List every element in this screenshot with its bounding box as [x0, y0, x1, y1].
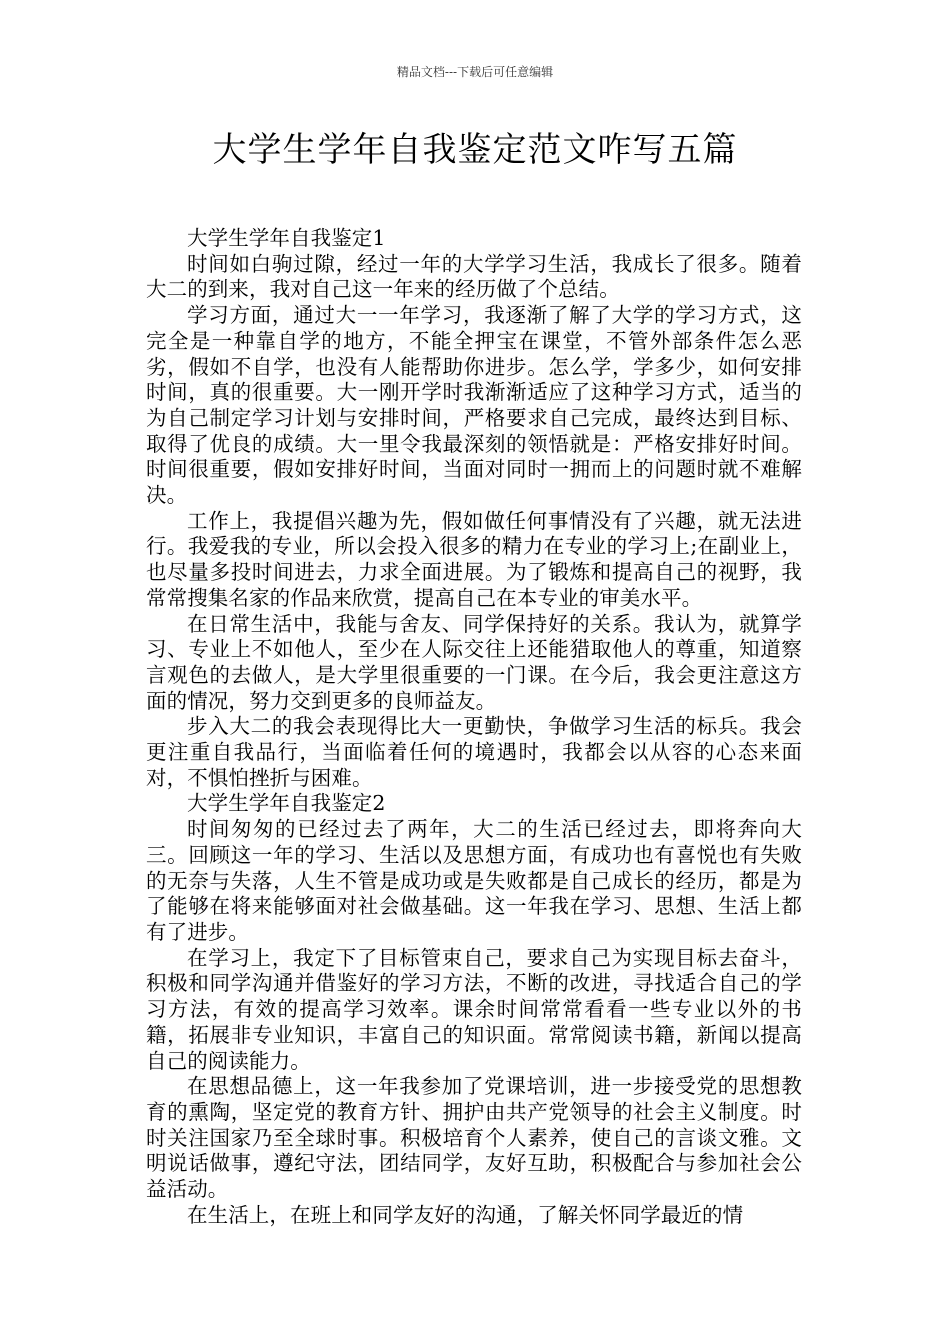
document-body	[146, 226, 802, 1228]
header-note: 精品文档---下载后可任意编辑	[396, 65, 554, 79]
section-heading-1: 大学生学年自我鉴定1	[187, 226, 386, 250]
section-heading-2: 大学生学年自我鉴定2	[187, 791, 386, 816]
paragraph: 在思想品德上，这一年我参加了党课培训，进一步接受党的思想教育的熏陶，坚定党的教育方针、拥护由共产党领导的社会主义制度。时时关注国家乃至全球时事。积极培育个人素养，使自己的言谈文雅。文明说话做事，遵纪守法，团结同学，友好互助，积极配合与参加社会公益活动。	[146, 1074, 802, 1202]
paragraph: 时间匆匆的已经过去了两年，大二的生活已经过去，即将奔向大三。回顾这一年的学习、生活以及思想方面，有成功也有喜悦也有失败的无奈与失落，人生不管是成功或是失败都是自己成长的经历，都是为了能够在将来能够面对社会做基础。这一年我在学习、思想、生活上都有了进步。	[146, 817, 802, 944]
paragraph: 在日常生活中，我能与舍友、同学保持好的关系。我认为，就算学习、专业上不如他人，至少在人际交往上还能猎取他人的尊重，知道察言观色的去做人，是大学里很重要的一门课。在今后，我会更注意这方面的情况，努力交到更多的良师益友。	[146, 611, 802, 713]
paragraph: 步入大二的我会表现得比大一更勤快，争做学习生活的标兵。我会更注重自我品行，当面临着任何的境遇时，我都会以从容的心态来面对，不惧怕挫折与困难。	[146, 714, 802, 790]
paragraph: 在生活上，在班上和同学友好的沟通，了解关怀同学最近的情	[187, 1202, 744, 1227]
paragraph: 学习方面，通过大一一年学习，我逐渐了解了大学的学习方式，这完全是一种靠自学的地方，不能全押宝在课堂，不管外部条件怎么恶劣，假如不自学，也没有人能帮助你进步。怎么学，学多少，如何安排时间，真的很重要。大一刚开学时我渐渐适应了这种学习方式，适当的为自己制定学习计划与安排时间，严格要求自己完成，最终达到目标、取得了优良的成绩。大一里令我最深刻的领悟就是：严格安排好时间。时间很重要，假如安排好时间，当面对同时一拥而上的问题时就不难解决。	[146, 303, 802, 508]
paragraph: 工作上，我提倡兴趣为先，假如做任何事情没有了兴趣，就无法进行。我爱我的专业，所以会投入很多的精力在专业的学习上;在副业上，也尽量多投时间进去，力求全面进展。为了锻炼和提高自己的视野，我常常搜集名家的作品来欣赏，提高自己在本专业的审美水平。	[146, 508, 802, 610]
paragraph: 时间如白驹过隙，经过一年的大学学习生活，我成长了很多。随着大二的到来，我对自己这一年来的经历做了个总结。	[146, 251, 802, 302]
document-title: 大学生学年自我鉴定范文咋写五篇	[212, 130, 738, 170]
paragraph: 在学习上，我定下了目标管束自己，要求自己为实现目标去奋斗，积极和同学沟通并借鉴好的学习方法，不断的改进，寻找适合自己的学习方法，有效的提高学习效率。课余时间常常看看一些专业以外的书籍，拓展非专业知识，丰富自己的知识面。常常阅读书籍，新闻以提高自己的阅读能力。	[146, 945, 802, 1073]
